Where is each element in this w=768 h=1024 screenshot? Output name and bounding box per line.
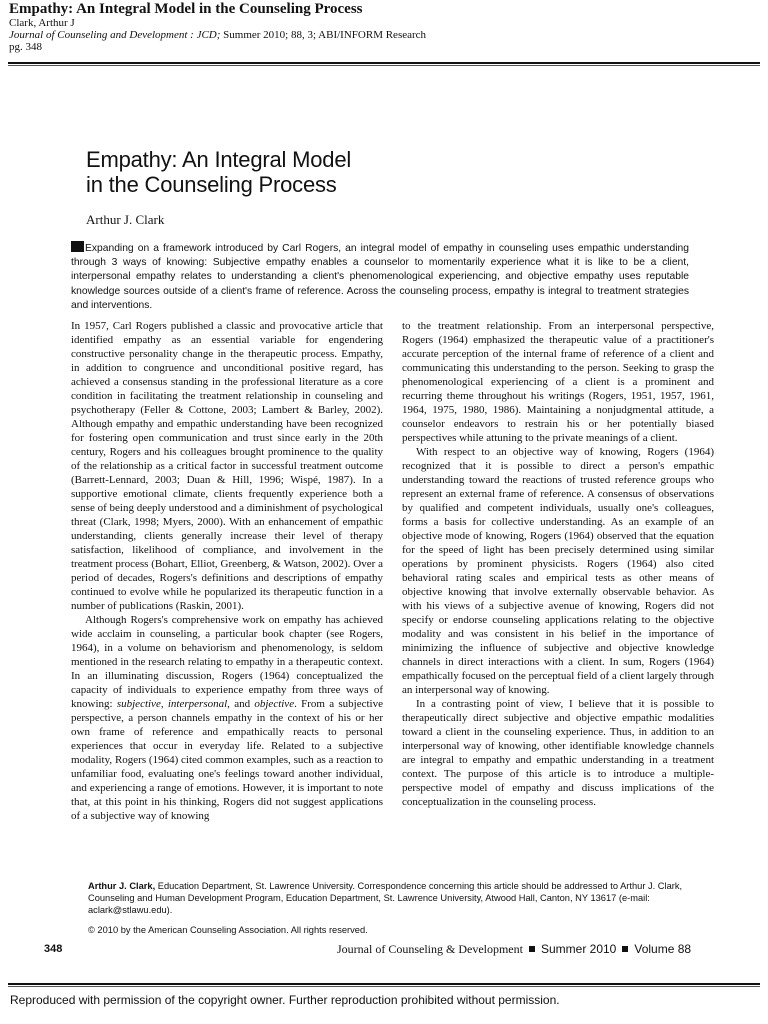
body-column-left [71, 319, 383, 823]
header-author: Clark, Arthur J [9, 17, 75, 29]
header-title: Empathy: An Integral Model in the Counseling Process [9, 1, 363, 17]
affiliation-name: Arthur J. Clark, [88, 881, 156, 891]
paragraph: In 1957, Carl Rogers published a classic and provocative article that identified empathy as an essential variable for engendering constructive personality change in the therapeutic process. Empathy, in addition to congruence and unconditional positive regard, has achieved a consensus standing in the professional literature as a core condition in facilitating the treatment relationship in counseling and psychotherapy (Feller & Cottone, 2003; Lambert & Barley, 2002). Although empathy and empathic understanding have been recognized for fostering open communication and trust since early in the 20th century, Rogers and his colleagues brought prominence to the quality of the relationship as a critical factor in successful treatment outcome (Barrett-Lennard, 2003; Duan & Hill, 1996; Wispé, 1987). In a supportive emotional climate, clients frequently experience both a sense of being deeply understood and a diminishment of psychological threat (Clark, 1998; Myers, 2000). With an enhancement of empathic understanding, clients generally increase their level of therapy satisfaction, likelihood of compliance, and involvement in the treatment process (Bohart, Elliot, Greenberg, & Watson, 2002). Over a period of decades, Rogers's definitions and descriptions of empathy continued to evolve while he popularized its therapeutic function in a number of publications (Raskin, 2001). [71, 320, 383, 612]
paragraph: With respect to an objective way of knowing, Rogers (1964) recognized that it is possible to direct a person's empathic understanding toward the reactions of trusted reference groups who represent an external frame of reference. A consensus of observations by qualified and competent individuals, usually one's colleagues, forms a basis for collective understanding. As an example of an objective mode of knowing, Rogers (1964) observed that the equation for the speed of light has been precisely determined using similar operations by prominent physicists. Rogers (1964) also cited behavioral rating scales and empirical tests as other means of objective knowing that involve externally observable behavior. As with his views of a subjective avenue of knowing, Rogers did not specify or endorse counseling applications relating to the objective modality and was consistent in his belief in the importance of minimizing the influence of subjective and objective knowledge channels in direct interactions with a client. In sum, Rogers (1964) empathically focused on the perceptual field of a client largely through an interpersonal way of knowing. [402, 446, 714, 696]
article-title [86, 147, 351, 197]
copyright-notice: © 2010 by the American Counseling Association. All rights reserved. [88, 925, 368, 935]
running-footer [337, 942, 691, 957]
running-volume: Volume 88 [634, 942, 692, 956]
paragraph: Although Rogers's comprehensive work on empathy has achieved wide acclaim in counseling, a particular book chapter (see Rogers, 1964), in a volume on behaviorism and phenomenology, is seldom mentioned in the research relating to empathy in a therapeutic context. In an illuminating discussion, Rogers (1964) conceptualized the capacity of individuals to experience empathy from three ways of knowing: subjective, interpersonal, and objective. From a subjective perspective, a person channels empathy in the context of his or her own frame of reference and empathically reacts to personal experiences that occur in everyday life. Related to a subjective modality, Rogers (1964) cited common examples, such as a reaction to unfamiliar food, evaluating one's feelings toward another individual, and experiencing a range of emotions. However, it is important to note that, at this point in his thinking, Rogers did not suggest applications of a subjective way of knowing [71, 614, 384, 822]
paragraph: to the treatment relationship. From an interpersonal perspective, Rogers (1964) emphasized the therapeutic value of a practitioner's accurate perception of the internal frame of reference of a client and communicating this understanding to the person. Seeking to grasp the phenomenological experiencing of a client is a prominent and recurring theme throughout his writings (Rogers, 1951, 1957, 1961, 1964, 1975, 1980, 1986). Maintaining a nonjudgmental attitude, a counselor endeavors to restrain his or her potentially biased perspectives while attuning to the private meanings of a client. [402, 320, 714, 444]
running-journal: Journal of Counseling & Development [337, 942, 523, 956]
header-citation [9, 29, 759, 41]
body-column-right [402, 319, 714, 809]
term-subjective: subjective [116, 698, 161, 710]
term-interpersonal: interpersonal [167, 698, 228, 710]
affiliation-text: Education Department, St. Lawrence University. Correspondence concerning this article should be addressed to Arthur J. Clark, Counseling and Human Development Program, Education Department, St. Lawrence University, Atwood Hall, Canton, NY 13617 (e-mail: aclark@stlawu.edu). [88, 881, 683, 915]
footer-rule [8, 983, 760, 985]
author-affiliation [88, 880, 692, 916]
article-title-line-2: in the Counseling Process [86, 172, 337, 197]
abstract-marker-icon [71, 241, 84, 252]
running-issue: Summer 2010 [540, 942, 617, 956]
header-rule-thin [8, 65, 760, 66]
term-objective: objective [254, 698, 295, 710]
abstract [71, 241, 689, 313]
footer-rule-thin [8, 986, 760, 987]
header-citation-detail: Summer 2010; 88, 3; ABI/INFORM Research [220, 29, 427, 41]
square-bullet-icon [529, 946, 535, 952]
header-journal: Journal of Counseling and Development : JCD; [9, 29, 221, 41]
paragraph: In a contrasting point of view, I believe that it is possible to therapeutically direct subjective and objective empathic modalities toward a client in the counseling experience. Thus, in addition to an interpersonal way of knowing, other identifiable knowledge channels are integral to empathy and empathic understanding in a treatment context. The purpose of this article is to introduce a multiple-perspective model of empathy and discuss implications of the conceptualization in the counseling process. [402, 698, 714, 808]
header-rule [8, 62, 760, 64]
square-bullet-icon [622, 946, 628, 952]
document-header [9, 1, 759, 53]
abstract-text: Expanding on a framework introduced by Carl Rogers, an integral model of empathy in counseling uses empathic understanding through 3 ways of knowing: Subjective empathy enables a counselor to momentarily experience what it is like to be a client, interpersonal empathy relates to understanding a client's phenomenological experiencing, and objective empathy uses reputable knowledge sources outside of a client's frame of reference. Across the counseling process, empathy is integral to treatment strategies and interventions. [71, 243, 689, 311]
article-author: Arthur J. Clark [86, 212, 165, 227]
header-page: pg. 348 [9, 41, 42, 53]
reproduction-notice: Reproduced with permission of the copyright owner. Further reproduction prohibited without permission. [10, 993, 560, 1007]
article-title-line-1: Empathy: An Integral Model [86, 147, 352, 172]
page-number: 348 [44, 943, 63, 955]
